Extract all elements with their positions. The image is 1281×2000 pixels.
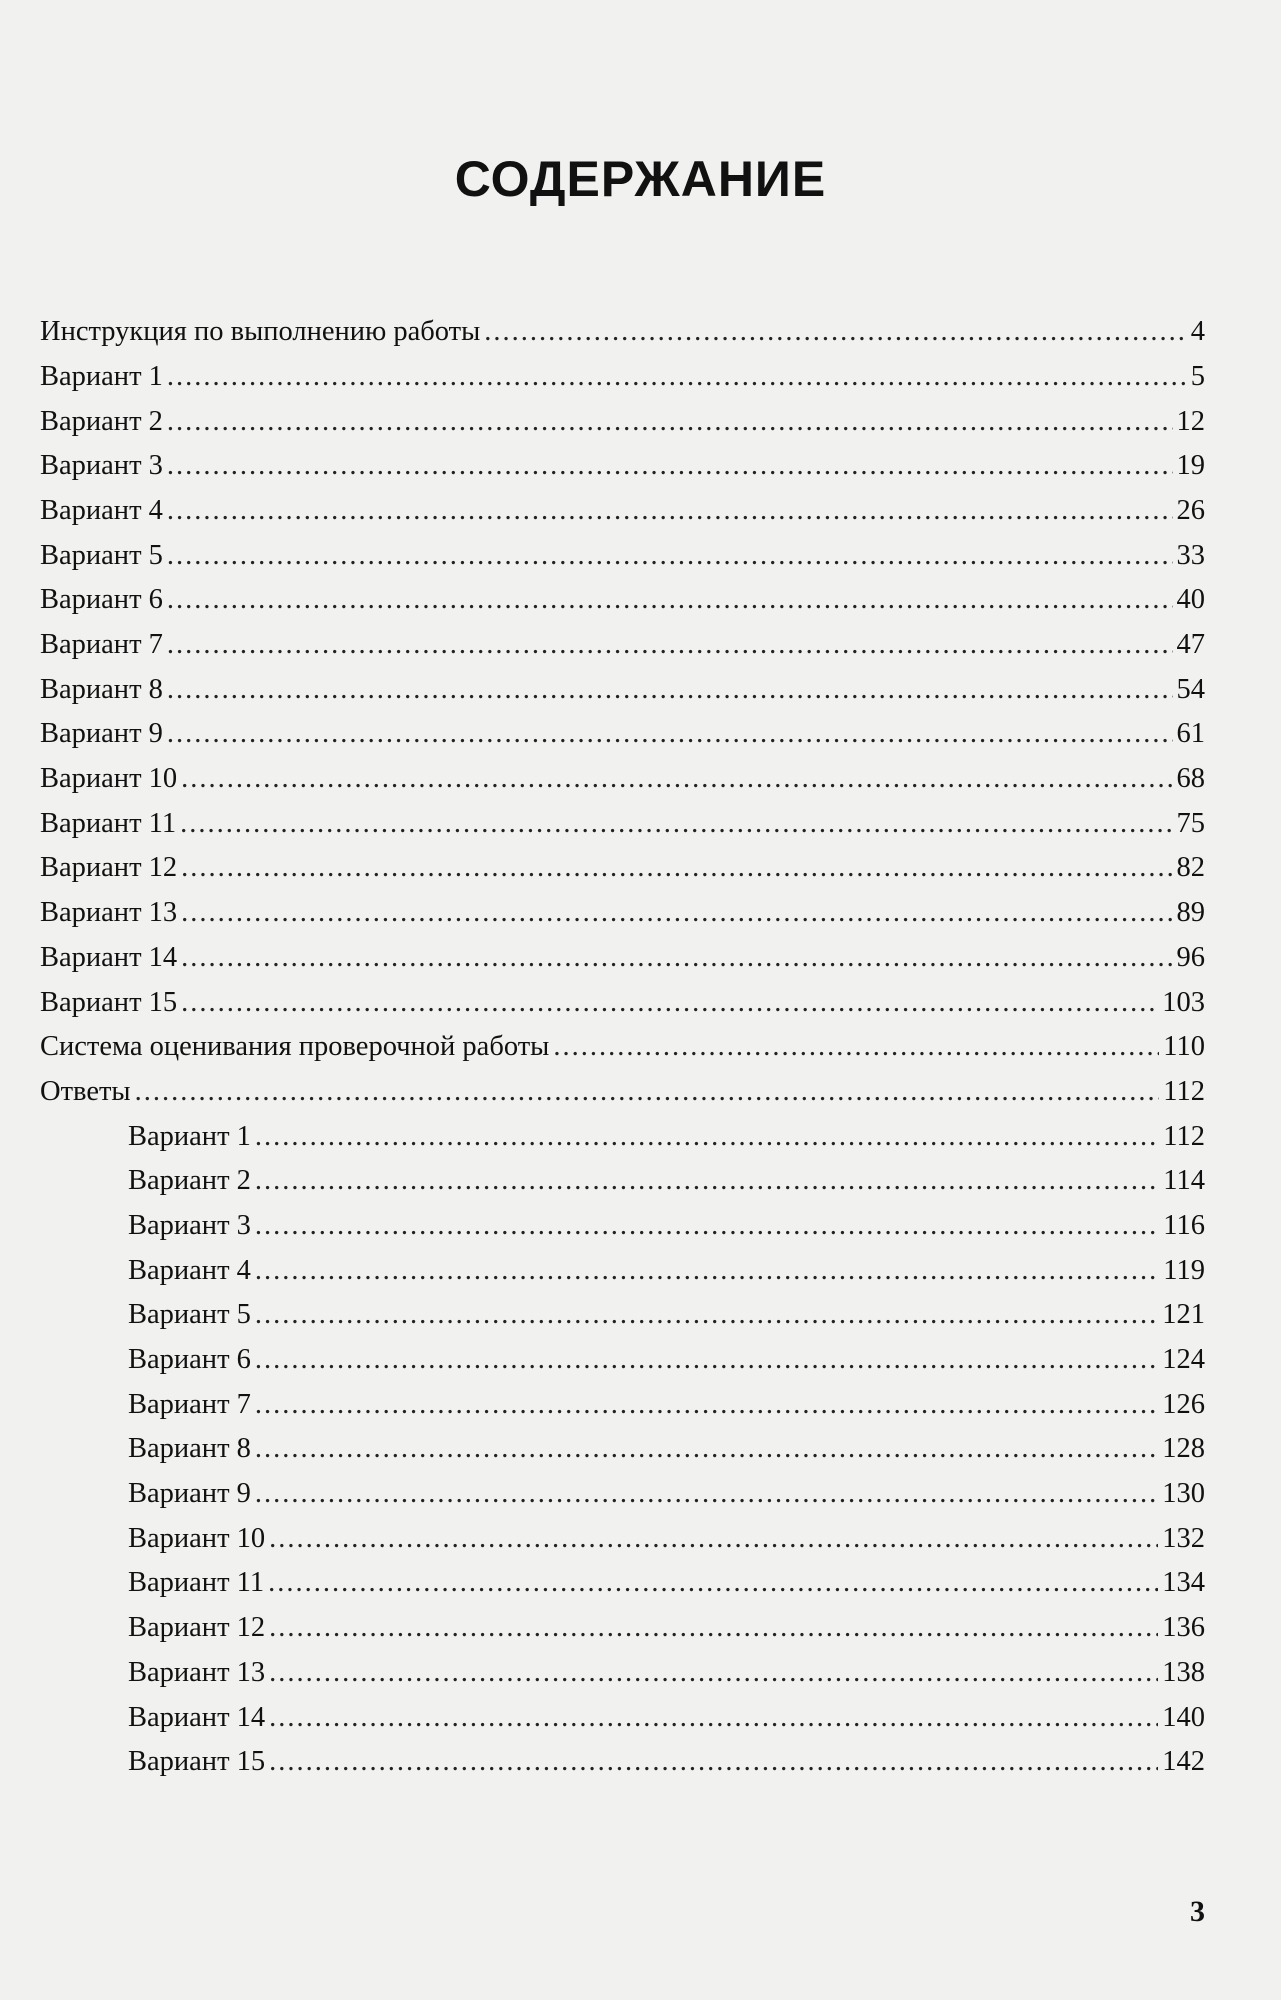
dot-leader xyxy=(255,1391,1158,1420)
dot-leader xyxy=(167,542,1173,571)
dot-leader xyxy=(167,720,1173,749)
toc-entry-page: 12 xyxy=(1176,405,1205,437)
toc-entry-label: Вариант 3 xyxy=(40,450,163,482)
toc-entry-page: 132 xyxy=(1162,1522,1205,1554)
toc-entry-label: Вариант 14 xyxy=(40,941,178,973)
dot-leader xyxy=(167,631,1173,660)
dot-leader xyxy=(181,989,1158,1018)
toc-answer-variant-13[interactable] xyxy=(40,1643,1205,1688)
toc-entry-page: 47 xyxy=(1176,629,1205,660)
toc-entry-page: 110 xyxy=(1163,1031,1205,1063)
dot-leader xyxy=(255,1480,1158,1509)
toc-answer-variant-7[interactable] xyxy=(40,1375,1205,1420)
toc-entry-label: Вариант 8 xyxy=(128,1433,251,1465)
toc-answer-variant-4[interactable] xyxy=(40,1240,1205,1285)
toc-answer-variant-3[interactable] xyxy=(40,1196,1205,1241)
toc-answer-variant-12[interactable] xyxy=(40,1598,1205,1643)
toc-answer-variant-2[interactable] xyxy=(40,1151,1205,1196)
toc-entry-variant-2[interactable] xyxy=(40,391,1205,436)
toc-entry-label: Система оценивания проверочной работы xyxy=(40,1031,550,1063)
toc-entry-label: Вариант 2 xyxy=(128,1165,251,1197)
dot-leader xyxy=(553,1033,1159,1062)
toc-answer-variant-15[interactable] xyxy=(40,1732,1205,1777)
toc-entry-label: Вариант 1 xyxy=(128,1120,251,1152)
toc-entry-page: 140 xyxy=(1162,1701,1205,1733)
toc-entry-page: 134 xyxy=(1162,1567,1205,1599)
toc-entry-page: 126 xyxy=(1162,1388,1205,1420)
dot-leader xyxy=(255,1167,1159,1196)
toc-entry-label: Вариант 11 xyxy=(40,807,177,839)
dot-leader xyxy=(181,944,1172,973)
toc-entry-label: Вариант 11 xyxy=(128,1567,265,1599)
toc-entry-variant-15[interactable] xyxy=(40,972,1205,1017)
toc-entry-page: 128 xyxy=(1162,1433,1205,1465)
toc-entry-label: Вариант 3 xyxy=(128,1209,251,1241)
table-of-contents xyxy=(40,302,1205,1777)
toc-entry-page: 5 xyxy=(1190,360,1205,392)
toc-entry-label: Вариант 7 xyxy=(40,629,163,660)
dot-leader xyxy=(255,1257,1159,1286)
dot-leader xyxy=(255,1212,1159,1241)
toc-entry-page: 114 xyxy=(1163,1165,1205,1197)
toc-entry-variant-9[interactable] xyxy=(40,704,1205,749)
toc-entry-page: 54 xyxy=(1176,673,1205,705)
toc-entry-page: 136 xyxy=(1162,1612,1205,1644)
dot-leader xyxy=(269,1525,1158,1554)
toc-entry-variant-11[interactable] xyxy=(40,794,1205,839)
toc-entry-page: 119 xyxy=(1163,1254,1205,1286)
toc-entry-page: 89 xyxy=(1176,897,1205,929)
toc-entry-variant-10[interactable] xyxy=(40,749,1205,794)
dot-leader xyxy=(135,1078,1160,1107)
page-title: СОДЕРЖАНИЕ xyxy=(454,151,827,207)
dot-leader xyxy=(269,1614,1158,1643)
toc-entry-label: Вариант 6 xyxy=(128,1344,251,1375)
toc-entry-label: Вариант 12 xyxy=(40,852,178,884)
toc-entry-variant-13[interactable] xyxy=(40,883,1205,928)
toc-entry-variant-5[interactable] xyxy=(40,525,1205,570)
toc-entry-label: Вариант 15 xyxy=(128,1746,266,1778)
toc-answer-variant-10[interactable] xyxy=(40,1509,1205,1554)
toc-entry-label: Вариант 5 xyxy=(128,1299,251,1331)
toc-entry-label: Ответы xyxy=(40,1075,131,1107)
toc-entry-page: 82 xyxy=(1176,852,1205,884)
toc-entry-variant-7[interactable] xyxy=(40,615,1205,660)
toc-entry-page: 121 xyxy=(1162,1299,1205,1331)
toc-entry-page: 68 xyxy=(1176,763,1205,795)
toc-answer-variant-5[interactable] xyxy=(40,1285,1205,1330)
toc-entry-label: Вариант 2 xyxy=(40,405,163,437)
toc-entry-label: Вариант 7 xyxy=(128,1388,251,1420)
toc-answer-variant-14[interactable] xyxy=(40,1687,1205,1732)
dot-leader xyxy=(167,676,1173,705)
toc-entry-page: 130 xyxy=(1162,1478,1205,1510)
toc-entry-page: 33 xyxy=(1176,539,1205,571)
toc-entry-variant-1[interactable] xyxy=(40,347,1205,392)
toc-answer-variant-9[interactable] xyxy=(40,1464,1205,1509)
dot-leader xyxy=(269,1704,1158,1733)
dot-leader xyxy=(181,854,1172,883)
dot-leader xyxy=(167,408,1173,437)
dot-leader xyxy=(269,1748,1158,1777)
toc-entry-label: Вариант 4 xyxy=(128,1254,251,1286)
toc-entry-label: Вариант 6 xyxy=(40,584,163,616)
toc-entry-variant-6[interactable] xyxy=(40,570,1205,615)
toc-entry-label: Вариант 13 xyxy=(128,1656,266,1688)
toc-entry-variant-12[interactable] xyxy=(40,838,1205,883)
toc-entry-label: Вариант 9 xyxy=(128,1478,251,1510)
toc-entry-page: 112 xyxy=(1163,1120,1205,1152)
dot-leader xyxy=(255,1435,1158,1464)
toc-entry-page: 19 xyxy=(1176,450,1205,482)
toc-answer-variant-8[interactable] xyxy=(40,1419,1205,1464)
toc-entry-label: Вариант 10 xyxy=(40,763,178,795)
toc-entry-page: 124 xyxy=(1162,1344,1205,1375)
dot-leader xyxy=(255,1123,1159,1152)
toc-entry-page: 26 xyxy=(1176,494,1205,526)
toc-entry-label: Вариант 15 xyxy=(40,986,178,1018)
toc-answer-variant-1[interactable] xyxy=(40,1106,1205,1151)
toc-entry-variant-4[interactable] xyxy=(40,481,1205,526)
toc-entry-page: 40 xyxy=(1176,584,1205,616)
toc-entry-page: 96 xyxy=(1176,941,1205,973)
dot-leader xyxy=(167,497,1173,526)
toc-entry-answers[interactable] xyxy=(40,1062,1205,1107)
toc-entry-label: Вариант 1 xyxy=(40,360,163,392)
toc-answer-variant-6[interactable] xyxy=(40,1330,1205,1375)
page-number: 3 xyxy=(1190,1895,1205,1928)
toc-entry-page: 112 xyxy=(1163,1075,1205,1107)
toc-entry-label: Вариант 5 xyxy=(40,539,163,571)
toc-entry-instructions[interactable] xyxy=(40,302,1205,347)
toc-entry-label: Инструкция по выполнению работы xyxy=(40,316,481,348)
toc-entry-page: 116 xyxy=(1163,1209,1205,1241)
toc-entry-page: 4 xyxy=(1190,316,1205,348)
dot-leader xyxy=(255,1301,1158,1330)
toc-entry-grading-system[interactable] xyxy=(40,1017,1205,1062)
dot-leader xyxy=(180,810,1172,839)
toc-entry-label: Вариант 13 xyxy=(40,897,178,929)
toc-answer-variant-11[interactable] xyxy=(40,1553,1205,1598)
dot-leader xyxy=(181,765,1172,794)
toc-entry-label: Вариант 8 xyxy=(40,673,163,705)
dot-leader xyxy=(268,1569,1158,1598)
dot-leader xyxy=(167,586,1173,615)
toc-entry-label: Вариант 4 xyxy=(40,494,163,526)
dot-leader xyxy=(255,1346,1158,1375)
dot-leader xyxy=(167,363,1187,392)
toc-entry-variant-3[interactable] xyxy=(40,436,1205,481)
toc-entry-page: 103 xyxy=(1162,986,1205,1018)
toc-entry-variant-14[interactable] xyxy=(40,928,1205,973)
toc-entry-label: Вариант 12 xyxy=(128,1612,266,1644)
toc-entry-page: 138 xyxy=(1162,1656,1205,1688)
dot-leader xyxy=(167,452,1173,481)
toc-entry-page: 142 xyxy=(1162,1746,1205,1778)
toc-entry-label: Вариант 14 xyxy=(128,1701,266,1733)
toc-entry-page: 75 xyxy=(1176,807,1205,839)
toc-entry-label: Вариант 10 xyxy=(128,1522,266,1554)
dot-leader xyxy=(181,899,1172,928)
toc-entry-label: Вариант 9 xyxy=(40,718,163,750)
toc-entry-variant-8[interactable] xyxy=(40,660,1205,705)
dot-leader xyxy=(269,1659,1158,1688)
toc-entry-page: 61 xyxy=(1176,718,1205,750)
dot-leader xyxy=(484,318,1186,347)
